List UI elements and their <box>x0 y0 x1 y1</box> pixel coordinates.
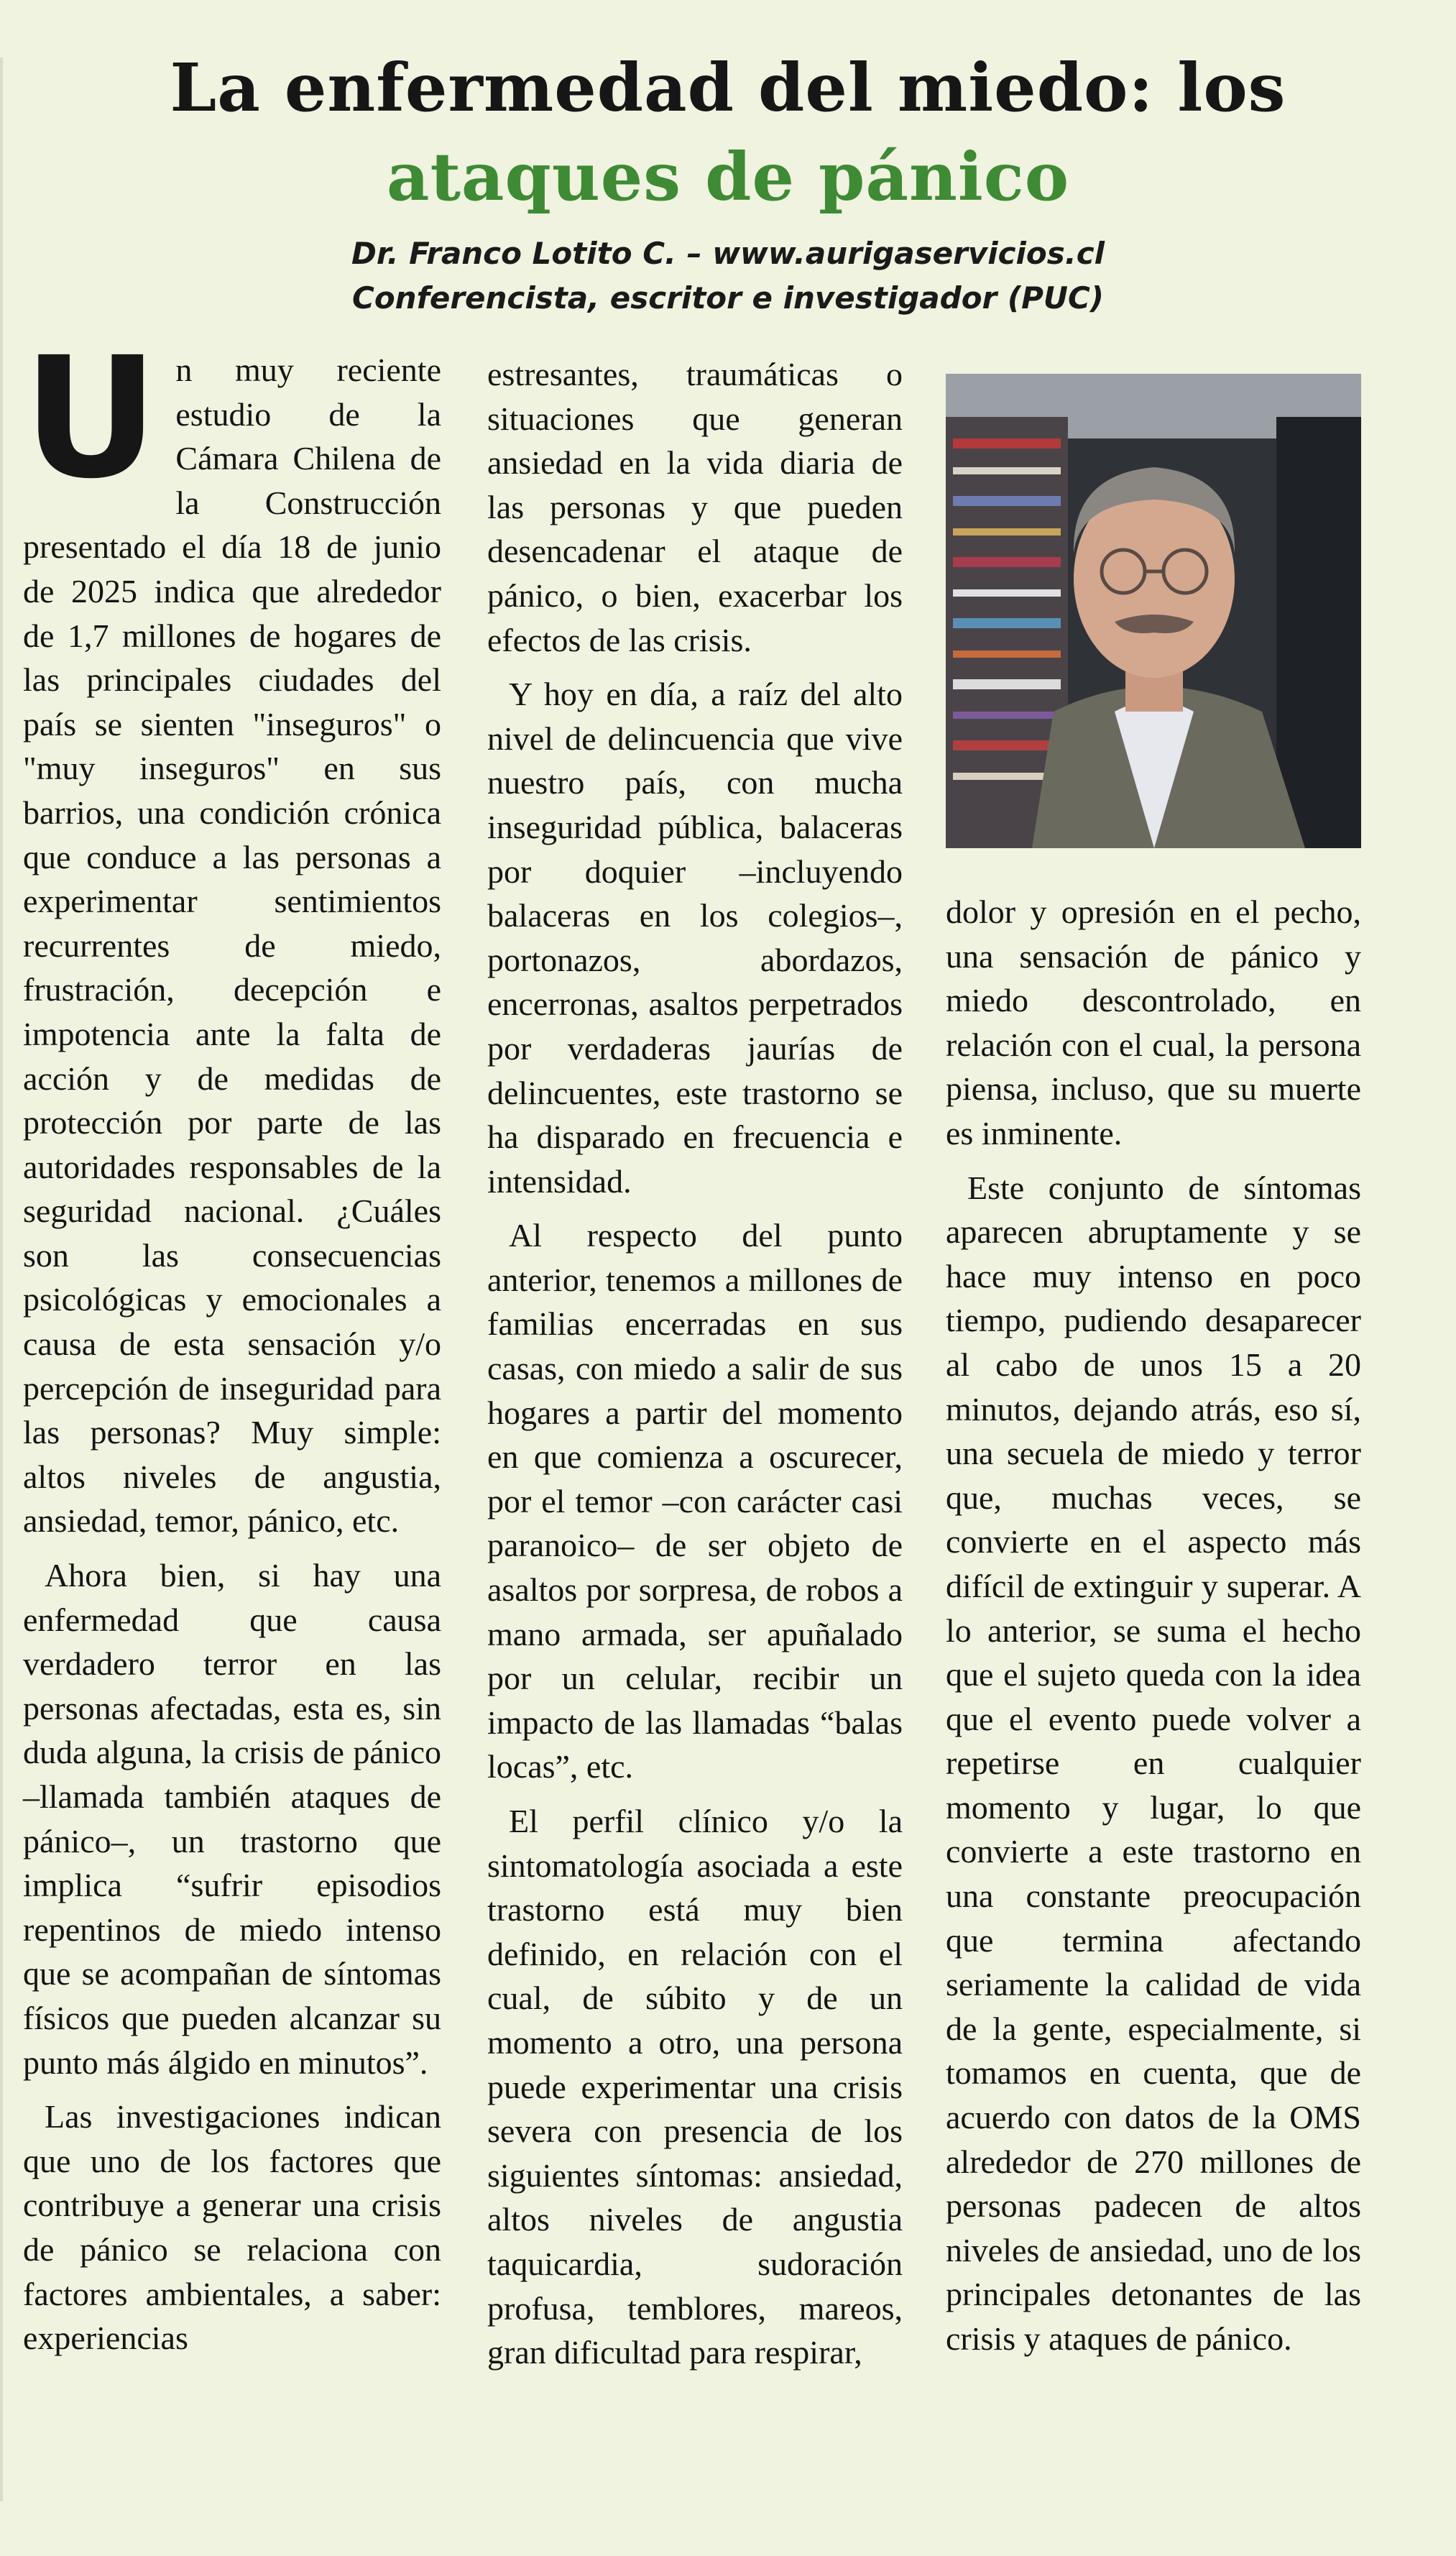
drop-cap: U <box>23 321 159 515</box>
paragraph: Y hoy en día, a raíz del alto nivel de delincuencia que vive nuestro país, con mucha inseguridad pública, balaceras por doquier –incluyendo balaceras en los colegios–, portonazos, abordazos, encerronas, asaltos perpetrados por verdaderas jaurías de delincuentes, este trastorno se ha disparado en frecuencia e intensidad. <box>487 676 903 1200</box>
byline-credentials: Conferencista, escritor e investigador (PUC) <box>352 280 1104 316</box>
byline-author: Dr. Franco Lotito C. – www.aurigaservicios.cl <box>351 236 1105 271</box>
paragraph: Las investigaciones indican que uno de los factores que contribuye a generar una crisis de pánico se relaciona con factores ambientales, a saber: experiencias <box>23 2098 441 2357</box>
article-header <box>0 43 1456 221</box>
column-3 <box>946 890 1361 2371</box>
byline <box>0 231 1456 321</box>
column-2 <box>487 352 903 2385</box>
paragraph: dolor y opresión en el pecho, una sensación de pánico y miedo descontrolado, en relación con el cual, la persona piensa, incluso, que su muerte es inminente. <box>946 893 1361 1151</box>
column-1 <box>23 321 441 2371</box>
article-title-line2: ataques de pánico <box>386 138 1070 216</box>
author-photo <box>946 374 1361 848</box>
paragraph: Ahora bien, si hay una enfermedad que causa verdadero terror en las personas afectadas, esta es, sin duda alguna, la crisis de pánico –llamada también ataques de pánico–, un trastorno que implica “sufrir episodios repentinos de miedo intenso que se acompañan de síntomas físicos que pueden alcanzar su punto más álgido en minutos”. <box>23 1557 441 2081</box>
page-edge-rule <box>0 58 3 2501</box>
article-title-line1: La enfermedad del miedo: los <box>170 49 1286 127</box>
paragraph-intro <box>23 321 441 1543</box>
paragraph: Al respecto del punto anterior, tenemos a millones de familias encerradas en sus casas, con miedo a salir de sus hogares a partir del momento en que comienza a oscurecer, por el temor –con carácter casi paranoico– de ser objeto de asaltos por sorpresa, de robos a mano armada, ser apuñalado por un celular, recibir un impacto de las llamadas “balas locas”, etc. <box>487 1217 903 1785</box>
paragraph: estresantes, traumáticas o situaciones que generan ansiedad en la vida diaria de las personas y que pueden desencadenar el ataque de pánico, o bien, exacerbar los efectos de las crisis. <box>487 356 903 658</box>
paragraph: Este conjunto de síntomas aparecen abruptamente y se hace muy intenso en poco tiempo, pudiendo desaparecer al cabo de unos 15 a 20 minutos, dejando atrás, eso sí, una secuela de miedo y terror que, muchas veces, se convierte en el aspecto más difícil de extinguir y superar. A lo anterior, se suma el hecho que el sujeto queda con la idea que el evento puede volver a repetirse en cualquier momento y lugar, lo que convierte a este trastorno en una constante preocupación que termina afectando seriamente la calidad de vida de la gente, especialmente, si tomamos en cuenta, que de acuerdo con datos de la OMS alrededor de 270 millones de personas padecen de altos niveles de ansiedad, uno de los principales detonantes de las crisis y ataques de pánico. <box>946 1169 1361 2357</box>
author-portrait-image <box>946 374 1361 848</box>
paragraph-intro-text: n muy reciente estudio de la Cámara Chilena de la Construcción presentado el día 18 de junio de 2025 indica que alrededor de 1,7 millones de hogares de las principales ciudades del país se sienten "inseguros" o "muy inseguros" en sus barrios, una condición crónica que conduce a las personas a experimentar sentimientos recurrentes de miedo, frustración, decepción e impotencia ante la falta de acción y de medidas de protección por parte de las autoridades responsables de la seguridad nacional. ¿Cuáles son las consecuencias psicológicas y emocionales a causa de esta sensación y/o percepción de inseguridad para las personas? Muy simple: altos niveles de angustia, ansiedad, temor, pánico, etc. <box>23 351 441 1540</box>
paragraph: El perfil clínico y/o la sintomatología asociada a este trastorno está muy bien definido, en relación con el cual, de súbito y de un momento a otro, una persona puede experimentar una crisis severa con presencia de los siguientes síntomas: ansiedad, altos niveles de angustia taquicardia, sudoración profusa, temblores, mareos, gran dificultad para respirar, <box>487 1803 903 2371</box>
